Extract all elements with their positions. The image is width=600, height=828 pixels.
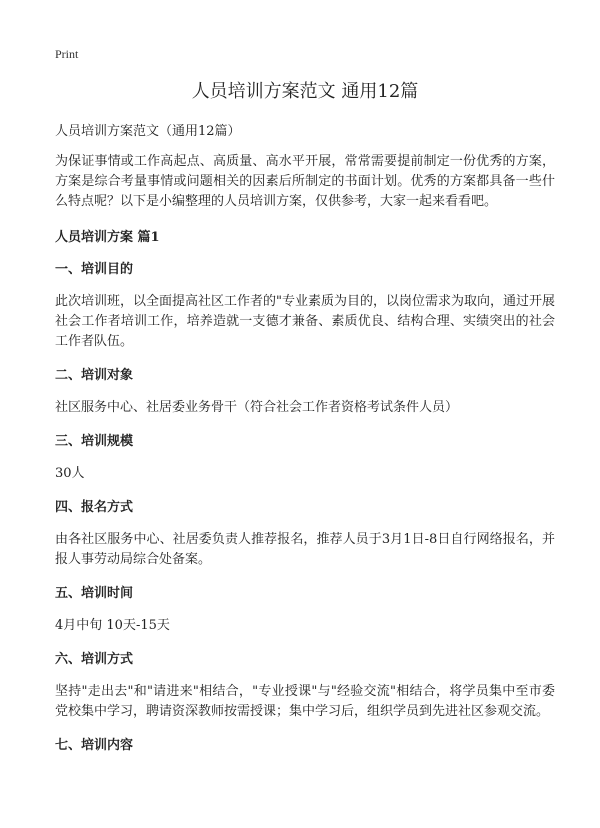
- section-text-purpose: 此次培训班，以全面提高社区工作者的"专业素质为目的，以岗位需求为取向，通过开展社会工作者培训工作，培养造就一支德才兼备、素质优良、结构合理、实绩突出的社会工作者队伍。: [55, 294, 555, 349]
- document-title: 人员培训方案范文 通用12篇: [191, 81, 419, 102]
- document-subtitle: 人员培训方案范文（通用12篇）: [55, 124, 241, 139]
- part-heading: 人员培训方案 篇1: [55, 230, 160, 245]
- section-heading-purpose: 一、培训目的: [55, 262, 134, 277]
- section-heading-registration: 四、报名方式: [55, 500, 134, 515]
- print-link[interactable]: Print: [55, 47, 79, 61]
- document-page: [55, 46, 555, 768]
- section-text-method: 坚持"走出去"和"请进来"相结合，"专业授课"与"经验交流"相结合，将学员集中至市委党校集中学习，聘请资深教师按需授课；集中学习后，组织学员到先进社区参观交流。: [55, 684, 555, 719]
- section-text-scale: 30人: [55, 466, 85, 481]
- section-text-registration: 由各社区服务中心、社居委负责人推荐报名，推荐人员于3月1日-8日自行网络报名，并报人事劳动局综合处备案。: [55, 532, 555, 567]
- section-heading-content: 七、培训内容: [55, 738, 134, 753]
- section-text-target: 社区服务中心、社居委业务骨干（符合社会工作者资格考试条件人员）: [55, 400, 459, 415]
- section-heading-target: 二、培训对象: [55, 368, 134, 383]
- section-heading-time: 五、培训时间: [55, 586, 134, 601]
- section-heading-scale: 三、培训规模: [55, 434, 134, 449]
- section-heading-method: 六、培训方式: [55, 652, 134, 667]
- intro-paragraph: 为保证事情或工作高起点、高质量、高水平开展，常常需要提前制定一份优秀的方案，方案是综合考量事情或问题相关的因素后所制定的书面计划。优秀的方案都具备一些什么特点呢？以下是小编整理的人员培训方案，仅供参考，大家一起来看看吧。: [55, 154, 555, 209]
- section-text-time: 4月中旬 10天-15天: [55, 618, 170, 633]
